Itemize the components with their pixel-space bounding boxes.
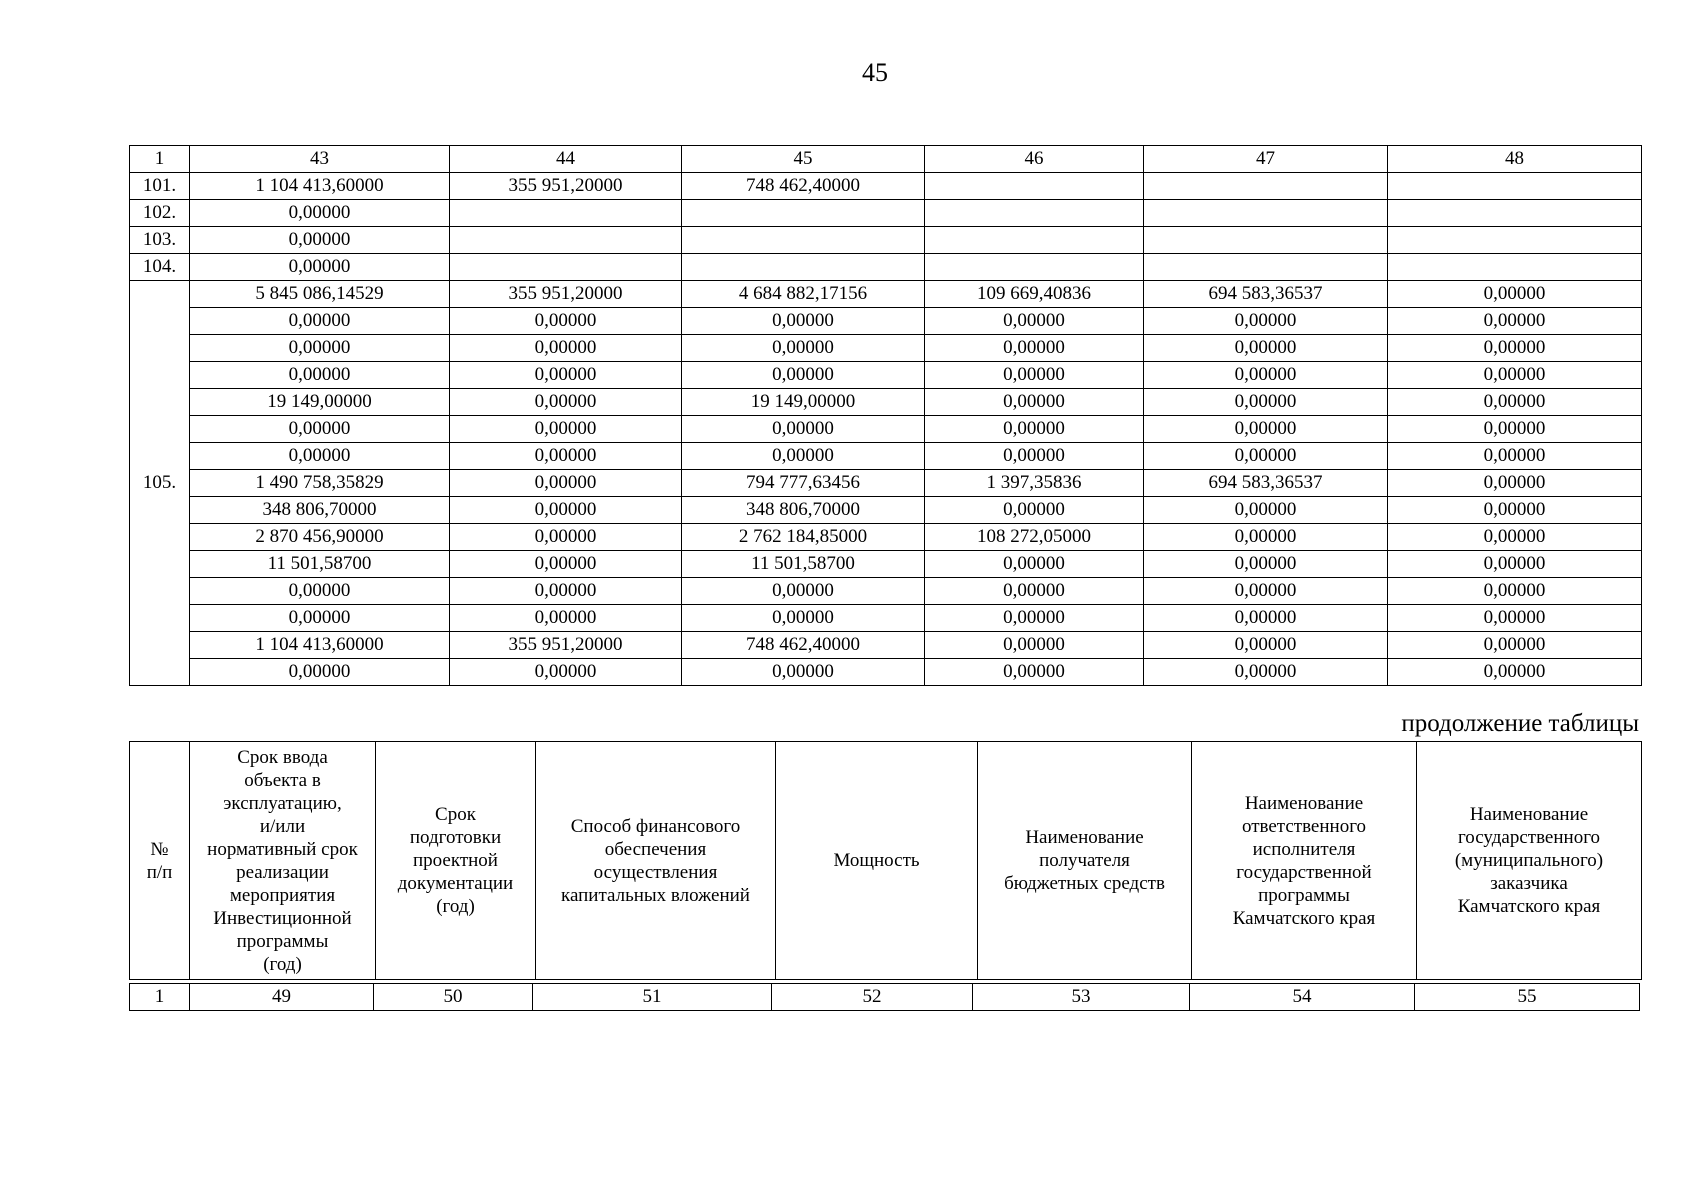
table-cell: 0,00000 — [1144, 389, 1388, 416]
table-cell: 0,00000 — [190, 335, 450, 362]
table-cell: 19 149,00000 — [682, 389, 925, 416]
table-cell — [682, 227, 925, 254]
table-row — [130, 362, 1642, 389]
table-cell: 1 490 758,35829 — [190, 470, 450, 497]
table-cell — [925, 227, 1144, 254]
table-row — [130, 443, 1642, 470]
table-row — [130, 416, 1642, 443]
table-cell: 0,00000 — [682, 659, 925, 686]
table-cell — [925, 254, 1144, 281]
column-number-cell: 45 — [682, 146, 925, 173]
table-cell: 0,00000 — [190, 308, 450, 335]
table-cell: 0,00000 — [1388, 551, 1642, 578]
table-cell: 0,00000 — [1144, 497, 1388, 524]
investment-table-part2-numbers — [129, 983, 1640, 1011]
table-cell: 0,00000 — [682, 605, 925, 632]
table-cell: 0,00000 — [1144, 551, 1388, 578]
table-cell: 108 272,05000 — [925, 524, 1144, 551]
table-cell — [1144, 227, 1388, 254]
column-number-cell: 52 — [772, 984, 973, 1011]
table-cell: 11 501,58700 — [190, 551, 450, 578]
column-header-cell: Срок ввода объекта в эксплуатацию, и/или нормативный срок реализации мероприятия Инвестиционной программы (год) — [190, 742, 376, 980]
table-cell: 0,00000 — [190, 416, 450, 443]
table-cell: 0,00000 — [1144, 416, 1388, 443]
table-cell: 0,00000 — [190, 254, 450, 281]
table-cell: 0,00000 — [925, 578, 1144, 605]
table-cell — [925, 200, 1144, 227]
table-cell: 0,00000 — [1144, 443, 1388, 470]
table-cell — [1388, 254, 1642, 281]
table-cell — [450, 200, 682, 227]
column-header-cell: Срок подготовки проектной документации (год) — [376, 742, 536, 980]
table-cell: 0,00000 — [190, 362, 450, 389]
table-cell: 0,00000 — [190, 578, 450, 605]
table-cell — [1388, 173, 1642, 200]
table-cell: 11 501,58700 — [682, 551, 925, 578]
table-cell: 694 583,36537 — [1144, 281, 1388, 308]
table-cell: 0,00000 — [1144, 578, 1388, 605]
table-cell: 0,00000 — [682, 578, 925, 605]
table-cell — [1388, 200, 1642, 227]
table-cell: 355 951,20000 — [450, 281, 682, 308]
table-cell: 0,00000 — [1388, 362, 1642, 389]
table-cell: 0,00000 — [190, 659, 450, 686]
table-cell: 4 684 882,17156 — [682, 281, 925, 308]
table-cell: 748 462,40000 — [682, 632, 925, 659]
table-cell: 0,00000 — [450, 389, 682, 416]
table-cell — [1144, 173, 1388, 200]
table-cell: 0,00000 — [925, 605, 1144, 632]
column-number-cell: 1 — [130, 984, 190, 1011]
table-cell: 0,00000 — [1144, 632, 1388, 659]
table-cell: 1 397,35836 — [925, 470, 1144, 497]
table-cell: 2 870 456,90000 — [190, 524, 450, 551]
table-continuation-label: продолжение таблицы — [1401, 710, 1639, 737]
table-cell: 0,00000 — [450, 470, 682, 497]
column-number-cell: 49 — [190, 984, 374, 1011]
table-cell: 0,00000 — [1388, 443, 1642, 470]
table-cell: 0,00000 — [1388, 632, 1642, 659]
table-cell: 109 669,40836 — [925, 281, 1144, 308]
table-row — [130, 173, 1642, 200]
table-cell — [450, 227, 682, 254]
table-cell: 0,00000 — [925, 632, 1144, 659]
table-cell: 0,00000 — [1388, 497, 1642, 524]
row-number-cell: 105. — [130, 281, 190, 686]
table-cell — [925, 173, 1144, 200]
table-cell — [682, 254, 925, 281]
table-cell: 0,00000 — [1388, 389, 1642, 416]
table-cell: 0,00000 — [925, 308, 1144, 335]
column-number-cell: 54 — [1190, 984, 1415, 1011]
table-cell: 0,00000 — [450, 659, 682, 686]
table-cell: 0,00000 — [925, 497, 1144, 524]
column-number-cell: 50 — [374, 984, 533, 1011]
table-row — [130, 659, 1642, 686]
column-header-cell: № п/п — [130, 742, 190, 980]
table-cell — [682, 200, 925, 227]
column-header-cell: Наименование ответственного исполнителя государственной программы Камчатского края — [1192, 742, 1417, 980]
column-number-cell: 55 — [1415, 984, 1640, 1011]
column-number-cell: 47 — [1144, 146, 1388, 173]
table-cell — [450, 254, 682, 281]
table-cell: 0,00000 — [1144, 659, 1388, 686]
table-row — [130, 281, 1642, 308]
table-cell: 0,00000 — [1388, 470, 1642, 497]
table-cell: 19 149,00000 — [190, 389, 450, 416]
column-number-cell: 53 — [973, 984, 1190, 1011]
table-cell: 0,00000 — [1144, 308, 1388, 335]
table-cell: 0,00000 — [925, 389, 1144, 416]
table-row — [130, 551, 1642, 578]
table-cell: 0,00000 — [682, 443, 925, 470]
table-cell: 0,00000 — [1388, 578, 1642, 605]
column-header-cell: Способ финансового обеспечения осуществления капитальных вложений — [536, 742, 776, 980]
investment-table-part1 — [129, 145, 1642, 686]
table-cell: 5 845 086,14529 — [190, 281, 450, 308]
row-number-cell: 104. — [130, 254, 190, 281]
table-row — [130, 470, 1642, 497]
table-cell: 0,00000 — [190, 443, 450, 470]
table-cell: 0,00000 — [450, 605, 682, 632]
table-header-row — [130, 146, 1642, 173]
table-cell: 348 806,70000 — [682, 497, 925, 524]
column-number-cell: 43 — [190, 146, 450, 173]
table-cell: 0,00000 — [682, 335, 925, 362]
table-cell: 0,00000 — [925, 362, 1144, 389]
column-header-cell: Наименование получателя бюджетных средств — [978, 742, 1192, 980]
table-cell: 0,00000 — [450, 497, 682, 524]
table-cell: 0,00000 — [1388, 335, 1642, 362]
table-cell: 1 104 413,60000 — [190, 632, 450, 659]
table-cell — [1144, 254, 1388, 281]
page-number: 45 — [862, 58, 888, 87]
table-row — [130, 578, 1642, 605]
table-cell: 355 951,20000 — [450, 632, 682, 659]
column-number-cell: 51 — [533, 984, 772, 1011]
table-cell: 0,00000 — [925, 335, 1144, 362]
table-cell: 0,00000 — [1144, 605, 1388, 632]
table-cell: 0,00000 — [1144, 524, 1388, 551]
table-cell: 2 762 184,85000 — [682, 524, 925, 551]
table-cell: 0,00000 — [1388, 524, 1642, 551]
row-number-cell: 101. — [130, 173, 190, 200]
table-row — [130, 632, 1642, 659]
column-number-cell: 1 — [130, 146, 190, 173]
column-header-cell: Мощность — [776, 742, 978, 980]
table-cell: 0,00000 — [450, 578, 682, 605]
table-row — [130, 335, 1642, 362]
table-row — [130, 254, 1642, 281]
table-cell — [1388, 227, 1642, 254]
column-number-cell: 48 — [1388, 146, 1642, 173]
table-cell: 0,00000 — [190, 200, 450, 227]
table-cell: 0,00000 — [925, 659, 1144, 686]
table-cell: 0,00000 — [1388, 281, 1642, 308]
table-cell: 0,00000 — [925, 416, 1144, 443]
table-row — [130, 389, 1642, 416]
table-cell: 0,00000 — [1388, 659, 1642, 686]
table-cell: 0,00000 — [1388, 416, 1642, 443]
table-cell: 0,00000 — [450, 308, 682, 335]
table-cell: 0,00000 — [682, 416, 925, 443]
table-cell: 0,00000 — [450, 443, 682, 470]
table-cell: 0,00000 — [1144, 362, 1388, 389]
column-number-cell: 46 — [925, 146, 1144, 173]
table-cell: 0,00000 — [1388, 308, 1642, 335]
table-cell — [1144, 200, 1388, 227]
table-cell: 0,00000 — [925, 551, 1144, 578]
investment-table-part2-header — [129, 741, 1642, 980]
table-cell: 0,00000 — [450, 416, 682, 443]
table-cell: 0,00000 — [190, 605, 450, 632]
row-number-cell: 102. — [130, 200, 190, 227]
table-cell: 0,00000 — [450, 524, 682, 551]
table-cell: 0,00000 — [682, 362, 925, 389]
table-cell: 0,00000 — [682, 308, 925, 335]
table-cell: 0,00000 — [450, 362, 682, 389]
table-cell: 0,00000 — [1388, 605, 1642, 632]
table-row — [130, 605, 1642, 632]
table-cell: 0,00000 — [450, 335, 682, 362]
table-cell: 0,00000 — [190, 227, 450, 254]
table-cell: 794 777,63456 — [682, 470, 925, 497]
table-row — [130, 497, 1642, 524]
table-cell: 0,00000 — [450, 551, 682, 578]
table-cell: 0,00000 — [925, 443, 1144, 470]
table-row — [130, 524, 1642, 551]
column-number-cell: 44 — [450, 146, 682, 173]
table-cell: 355 951,20000 — [450, 173, 682, 200]
table-row — [130, 200, 1642, 227]
table-cell: 694 583,36537 — [1144, 470, 1388, 497]
table-cell: 348 806,70000 — [190, 497, 450, 524]
table-cell: 1 104 413,60000 — [190, 173, 450, 200]
table-row — [130, 308, 1642, 335]
table-cell: 0,00000 — [1144, 335, 1388, 362]
table-row — [130, 227, 1642, 254]
row-number-cell: 103. — [130, 227, 190, 254]
column-header-cell: Наименование государственного (муниципального) заказчика Камчатского края — [1417, 742, 1642, 980]
table-cell: 748 462,40000 — [682, 173, 925, 200]
